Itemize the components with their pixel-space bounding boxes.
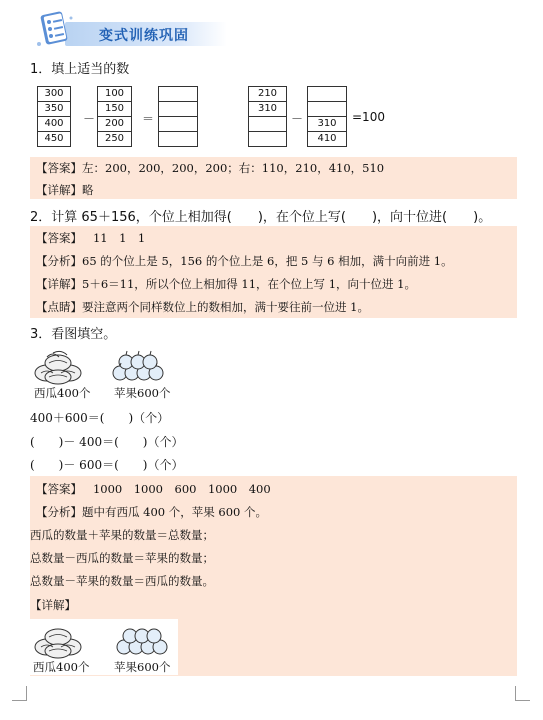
banner-title: 变式训练巩固: [99, 28, 189, 44]
watermelon-icon: [33, 621, 83, 659]
calc-line-1: 400＋600＝( )（个）: [30, 411, 170, 425]
explain-text: 5＋6＝11，所以个位上相加得 11，在个位上写 1，向十位进 1。: [82, 277, 416, 291]
blank-cell[interactable]: [159, 87, 197, 102]
equals-sign: ＝: [142, 112, 155, 126]
q2-answer-box: [30, 226, 517, 318]
blank-cell[interactable]: [249, 132, 286, 146]
stack-cell: 200: [98, 117, 131, 132]
answer-tag: 【答案】: [36, 161, 82, 175]
apple-icon: [114, 621, 170, 659]
stack-cell: 310: [249, 102, 286, 117]
apple-label: 苹果600个: [114, 386, 171, 400]
blank-cell[interactable]: [159, 117, 197, 132]
stack-cell: 450: [44, 133, 64, 144]
blank-cell[interactable]: [159, 102, 197, 117]
analysis-text: 题中有西瓜 400 个，苹果 600 个。: [82, 505, 268, 519]
stack-cell: 100: [98, 87, 131, 102]
stack-cell: 410: [317, 133, 337, 144]
explain-tag: 【详解】: [36, 277, 82, 291]
answer-line: [36, 230, 145, 246]
explain-figure: [30, 619, 178, 675]
q1-mid-stack: [97, 86, 132, 147]
answer-tag: 【答案】: [36, 482, 82, 496]
explain-line: [36, 182, 94, 198]
stack-cell: 150: [98, 102, 131, 117]
stack-cell: 250: [104, 133, 125, 144]
q1-answer-stack[interactable]: [158, 86, 198, 147]
minus-sign: －: [83, 112, 96, 126]
apple-icon: [110, 345, 166, 385]
analysis-tag: 【分析】: [36, 254, 82, 268]
answer-tag: 【答案】: [36, 231, 82, 245]
explain-line: [36, 276, 416, 292]
explain-tag: 【详解】: [30, 598, 76, 612]
q1-answer-box: [30, 157, 517, 199]
blank-cell[interactable]: [249, 117, 286, 132]
calc-line-3: ( )－ 600＝( )（个）: [30, 458, 184, 472]
q2-title: 2．计算 65＋156，个位上相加得( )，在个位上写( )，向十位进( )。: [30, 210, 492, 225]
blank-cell[interactable]: [159, 132, 197, 146]
relation-line-3: 总数量－苹果的数量＝西瓜的数量。: [30, 574, 214, 588]
relation-line-2: 总数量－西瓜的数量＝苹果的数量；: [30, 551, 214, 565]
stack-cell: 310: [308, 117, 346, 132]
analysis-line: [36, 504, 267, 520]
tip-tag: 【点睛】: [36, 300, 82, 314]
answer-text: 左：200，200，200，200；右：110，210，410，510: [82, 161, 385, 175]
answer-line: [36, 481, 271, 497]
relation-line-1: 西瓜的数量＋苹果的数量＝总数量；: [30, 528, 214, 542]
q3-title: 3．看图填空。: [30, 327, 117, 342]
q1-left-stack: [37, 86, 71, 147]
analysis-text: 65 的个位上是 5，156 的个位上是 6，把 5 与 6 相加，满十向前进 1。: [82, 254, 453, 268]
analysis-line: [36, 253, 453, 269]
explain-tag: 【详解】: [36, 183, 82, 197]
calc-line-2: ( )－ 400＝( )（个）: [30, 435, 184, 449]
answer-line: [36, 160, 384, 176]
apple-label: 苹果600个: [114, 660, 171, 674]
q1-right-stack-b[interactable]: [307, 86, 347, 147]
answer-text: 11 1 1: [92, 231, 146, 245]
blank-cell[interactable]: [308, 87, 346, 102]
blank-cell[interactable]: [308, 102, 346, 117]
stack-cell: 400: [38, 117, 70, 132]
minus-sign: －: [291, 112, 304, 126]
checklist-icon: [33, 10, 77, 50]
page-corner-mark: [12, 686, 27, 701]
stack-cell: 300: [38, 87, 70, 102]
result-text: =100: [352, 110, 385, 124]
q1-right-stack-a[interactable]: [248, 86, 287, 147]
tip-text: 要注意两个同样数位上的数相加，满十要往前一位进 1。: [82, 300, 369, 314]
watermelon-label: 西瓜400个: [33, 660, 90, 674]
explain-text: 略: [82, 183, 94, 197]
stack-cell: 350: [38, 102, 70, 117]
page-corner-mark: [515, 686, 530, 701]
analysis-tag: 【分析】: [36, 505, 82, 519]
section-banner: [33, 10, 203, 50]
watermelon-icon: [33, 345, 83, 385]
watermelon-label: 西瓜400个: [34, 386, 91, 400]
q1-title: 1．填上适当的数: [30, 62, 130, 77]
stack-cell: 210: [249, 87, 286, 102]
answer-text: 1000 1000 600 1000 400: [92, 482, 271, 496]
tip-line: [36, 299, 369, 315]
